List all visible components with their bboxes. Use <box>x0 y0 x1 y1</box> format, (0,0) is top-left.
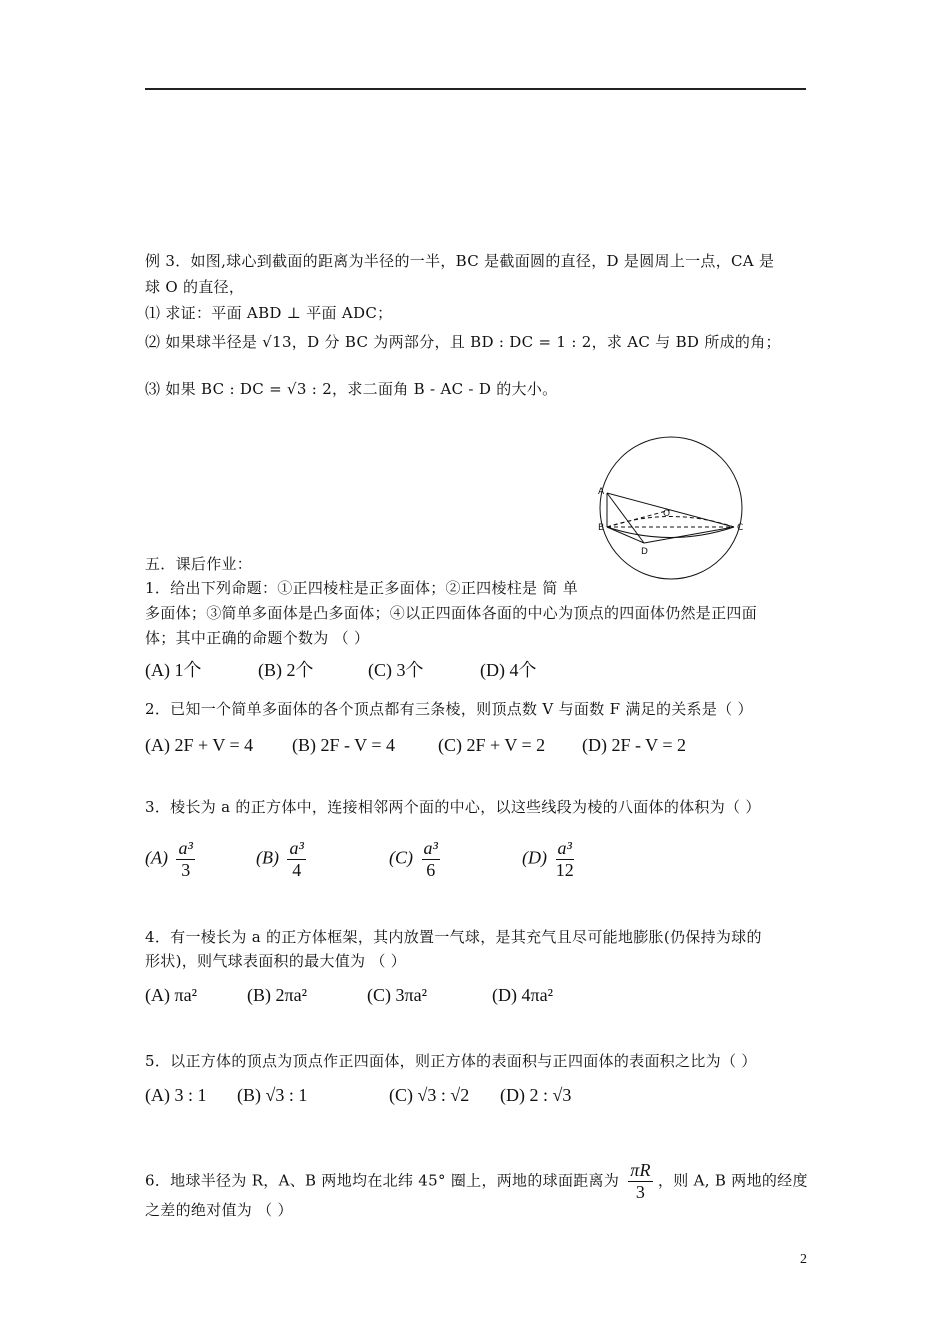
problem3-option-c <box>389 838 440 881</box>
problem2-line1: 2．已知一个简单多面体的各个顶点都有三条棱，则顶点数 V 与面数 F 满足的关系是（ ） <box>145 700 753 718</box>
example3-line1: 例 3．如图,球心到截面的距离为半径的一半，BC 是截面圆的直径，D 是圆周上一点，CA 是 <box>145 252 775 270</box>
problem3-option-a <box>145 838 195 881</box>
problem6-text-a: 6．地球半径为 R，A、B 两地均在北纬 45° 圈上，两地的球面距离为 <box>145 1171 620 1190</box>
problem6-line2: 之差的绝对值为 （ ） <box>145 1201 293 1219</box>
problem6-line1 <box>145 1160 808 1203</box>
page-number: 2 <box>800 1252 807 1267</box>
example3-q1: ⑴ 求证：平面 ABD ⊥ 平面 ADC； <box>145 304 393 322</box>
label-o: O <box>663 509 671 519</box>
fraction-denominator: 12 <box>555 860 574 880</box>
problem3-line1: 3．棱长为 a 的正方体中，连接相邻两个面的中心，以这些线段为棱的八面体的体积为（ ） <box>145 798 761 816</box>
problem2-option-c: (C) 2F + V = 2 <box>438 735 546 755</box>
problem1-line1: 1．给出下列命题：①正四棱柱是正多面体；②正四棱柱是 简 单 <box>145 579 579 597</box>
problem3-option-b <box>256 838 306 881</box>
sphere-outline <box>600 437 742 579</box>
example3-q3: ⑶ 如果 BC : DC = √3 : 2，求二面角 B - AC - D 的大小。 <box>145 380 558 398</box>
problem3-option-d <box>522 838 574 881</box>
fraction-denominator: 4 <box>292 860 302 880</box>
fraction-denominator: 3 <box>181 860 191 880</box>
label-d: D <box>641 547 648 557</box>
example3-line2: 球 O 的直径， <box>145 278 245 296</box>
problem1-line2: 多面体；③简单多面体是凸多面体；④以正四面体各面的中心为顶点的四面体仍然是正四面 <box>145 604 758 622</box>
problem1-option-b: (B) 2个 <box>258 660 314 680</box>
fraction-numerator: a³ <box>557 838 572 858</box>
problem4-option-d: (D) 4πa² <box>492 985 553 1005</box>
fraction-numerator: a³ <box>178 838 193 858</box>
problem3-option-d-fraction <box>556 838 574 881</box>
fraction-numerator: a³ <box>289 838 304 858</box>
segment-ob-dashed <box>607 510 670 527</box>
problem2-option-b: (B) 2F - V = 4 <box>292 735 395 755</box>
problem4-line1: 4．有一棱长为 a 的正方体框架，其内放置一气球，是其充气且尽可能地膨胀(仍保持为球的 <box>145 928 762 946</box>
problem5-option-c: (C) √3 : √2 <box>389 1085 470 1105</box>
label-c: C <box>737 523 744 533</box>
segment-dc <box>644 527 734 543</box>
label-b: B <box>598 523 605 533</box>
problem3-option-b-label: (B) <box>256 847 279 868</box>
problem3-option-a-label: (A) <box>145 847 168 868</box>
problem4-option-c: (C) 3πa² <box>367 985 427 1005</box>
fraction-numerator: a³ <box>423 838 438 858</box>
label-a: A <box>598 487 605 497</box>
problem1-option-a: (A) 1个 <box>145 660 202 680</box>
section-ellipse-front <box>607 527 734 538</box>
example3-q2: ⑵ 如果球半径是 √13，D 分 BC 为两部分，且 BD : DC = 1 : 2，求 AC 与 BD 所成的角； <box>145 333 781 351</box>
problem3-option-a-fraction <box>176 838 194 881</box>
header-rule <box>145 88 806 90</box>
problem4-option-b: (B) 2πa² <box>247 985 307 1005</box>
problem3-option-c-fraction <box>422 838 440 881</box>
problem1-option-c: (C) 3个 <box>368 660 424 680</box>
fraction-numerator: πR <box>630 1160 651 1180</box>
problem6-text-b: ，则 A, B 两地的经度 <box>657 1171 808 1190</box>
problem5-line1: 5．以正方体的顶点为顶点作正四面体，则正方体的表面积与正四面体的表面积之比为（ ） <box>145 1052 757 1070</box>
fraction-denominator: 3 <box>635 1182 646 1202</box>
problem3-option-b-fraction <box>287 838 305 881</box>
problem5-option-d: (D) 2 : √3 <box>500 1085 572 1105</box>
problem4-line2: 形状)，则气球表面积的最大值为 （ ） <box>145 952 407 970</box>
problem3-option-c-label: (C) <box>389 847 413 868</box>
problem2-option-a: (A) 2F + V = 4 <box>145 735 254 755</box>
problem6-fraction <box>628 1160 653 1203</box>
sphere-figure <box>592 436 754 582</box>
problem3-option-d-label: (D) <box>522 847 547 868</box>
problem4-option-a: (A) πa² <box>145 985 197 1005</box>
problem5-option-a: (A) 3 : 1 <box>145 1085 207 1105</box>
problem1-line3: 体；其中正确的命题个数为 （ ） <box>145 629 370 647</box>
fraction-denominator: 6 <box>426 860 436 880</box>
problem5-option-b: (B) √3 : 1 <box>237 1085 308 1105</box>
problem2-option-d: (D) 2F - V = 2 <box>582 735 686 755</box>
diameter-ca <box>607 493 734 527</box>
problem1-option-d: (D) 4个 <box>480 660 537 680</box>
section5-title: 五．课后作业： <box>145 555 253 573</box>
